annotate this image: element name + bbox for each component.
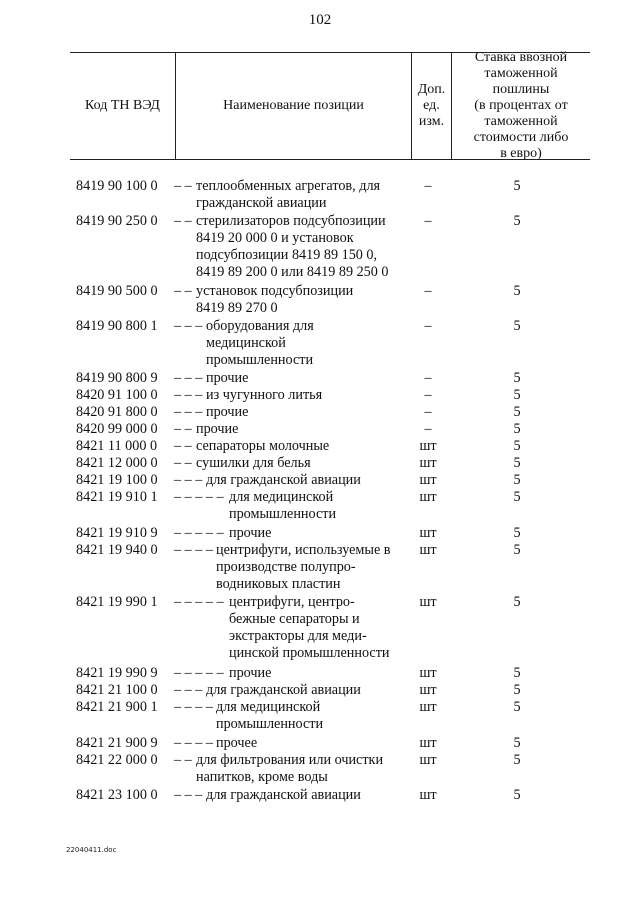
row-dash-prefix: – – (174, 421, 192, 437)
row-name: теплообменных агрегатов, для гражданской авиации (196, 178, 381, 211)
row-name: центрифуги, центро- бежные сепараторы и экстракторы для меди- цинской промышленности (229, 594, 390, 661)
row-name: центрифуги, используемые в производстве полупро- водниковых пластин (216, 542, 391, 592)
row-unit: шт (419, 489, 437, 505)
row-unit: – (424, 404, 432, 420)
row-code: 8421 21 900 9 (76, 735, 158, 751)
header-code: Код ТН ВЭД (85, 98, 160, 113)
row-name: прочие (229, 665, 272, 681)
row-name: для медицинской промышленности (229, 489, 337, 522)
row-name: прочее (216, 735, 258, 751)
row-dash-prefix: – – – – – (174, 594, 224, 610)
row-name: для медицинской промышленности (216, 699, 324, 732)
row-dash-prefix: – – (174, 752, 192, 768)
row-dash-prefix: – – – (174, 682, 203, 698)
row-rate: 5 (513, 213, 521, 229)
row-dash-prefix: – – – (174, 472, 203, 488)
row-rate: 5 (513, 594, 521, 610)
row-code: 8421 19 940 0 (76, 542, 158, 558)
row-unit: – (424, 370, 432, 386)
row-name: из чугунного литья (206, 387, 323, 403)
row-code: 8421 19 910 1 (76, 489, 158, 505)
row-dash-prefix: – – (174, 213, 192, 229)
row-dash-prefix: – – – (174, 404, 203, 420)
row-dash-prefix: – – – – (174, 735, 214, 751)
row-dash-prefix: – – (174, 438, 192, 454)
row-dash-prefix: – – – – (174, 699, 214, 715)
row-code: 8421 11 000 0 (76, 438, 158, 454)
row-code: 8421 19 990 9 (76, 665, 158, 681)
row-rate: 5 (513, 283, 521, 299)
row-name: стерилизаторов подсубпозиции 8419 20 000 0 и установок подсубпозиции 8419 89 150 0, 8419 89 200 0 или 8419 89 250 0 (196, 213, 389, 280)
row-name: для фильтрования или очистки напитков, кроме воды (196, 752, 384, 785)
row-code: 8421 19 990 1 (76, 594, 158, 610)
row-unit: – (424, 421, 432, 437)
row-dash-prefix: – – – (174, 370, 203, 386)
row-code: 8419 90 250 0 (76, 213, 158, 229)
row-unit: – (424, 387, 432, 403)
row-unit: – (424, 213, 432, 229)
row-rate: 5 (513, 438, 521, 454)
header-rate: Ставка ввозной таможенной пошлины (в процентах от таможенной стоимости либо в евро) (451, 53, 590, 159)
row-name: для гражданской авиации (206, 787, 361, 803)
row-unit: – (424, 283, 432, 299)
row-rate: 5 (513, 421, 521, 437)
row-code: 8421 23 100 0 (76, 787, 158, 803)
row-rate: 5 (513, 665, 521, 681)
row-unit: шт (419, 542, 437, 558)
row-rate: 5 (513, 370, 521, 386)
row-rate: 5 (513, 178, 521, 194)
row-code: 8421 12 000 0 (76, 455, 158, 471)
row-rate: 5 (513, 404, 521, 420)
row-unit: шт (419, 682, 437, 698)
row-dash-prefix: – – (174, 178, 192, 194)
row-dash-prefix: – – – (174, 318, 203, 334)
row-code: 8421 19 100 0 (76, 472, 158, 488)
row-code: 8420 99 000 0 (76, 421, 158, 437)
row-rate: 5 (513, 735, 521, 751)
row-dash-prefix: – – – – (174, 542, 214, 558)
row-name: прочие (206, 370, 249, 386)
row-code: 8421 21 100 0 (76, 682, 158, 698)
row-unit: шт (419, 735, 437, 751)
header-name: Наименование позиции (175, 53, 411, 159)
row-rate: 5 (513, 752, 521, 768)
row-code: 8421 19 910 9 (76, 525, 158, 541)
row-name: прочие (206, 404, 249, 420)
row-code: 8419 90 800 9 (76, 370, 158, 386)
row-rate: 5 (513, 682, 521, 698)
row-unit: шт (419, 438, 437, 454)
row-rate: 5 (513, 699, 521, 715)
row-name: для гражданской авиации (206, 472, 361, 488)
row-unit: – (424, 178, 432, 194)
page-number: 102 (308, 12, 332, 28)
row-name: сепараторы молочные (196, 438, 330, 454)
row-unit: шт (419, 752, 437, 768)
row-code: 8421 21 900 1 (76, 699, 158, 715)
row-unit: шт (419, 665, 437, 681)
row-rate: 5 (513, 455, 521, 471)
row-rate: 5 (513, 525, 521, 541)
row-code: 8419 90 100 0 (76, 178, 158, 194)
footer-filename: 22040411.doc (66, 846, 117, 854)
row-dash-prefix: – – – – – (174, 665, 224, 681)
row-dash-prefix: – – (174, 283, 192, 299)
row-unit: шт (419, 525, 437, 541)
row-rate: 5 (513, 787, 521, 803)
row-dash-prefix: – – – (174, 387, 203, 403)
row-rate: 5 (513, 318, 521, 334)
row-rate: 5 (513, 472, 521, 488)
row-code: 8420 91 800 0 (76, 404, 158, 420)
row-dash-prefix: – – (174, 455, 192, 471)
row-unit: шт (419, 699, 437, 715)
row-unit: шт (419, 455, 437, 471)
row-rate: 5 (513, 387, 521, 403)
row-unit: – (424, 318, 432, 334)
row-name: оборудования для медицинской промышленности (206, 318, 314, 368)
row-code: 8419 90 800 1 (76, 318, 158, 334)
row-name: для гражданской авиации (206, 682, 361, 698)
row-name: прочие (229, 525, 272, 541)
row-code: 8420 91 100 0 (76, 387, 158, 403)
header-unit: Доп. ед. изм. (411, 53, 451, 159)
row-name: установок подсубпозиции 8419 89 270 0 (196, 283, 354, 316)
row-rate: 5 (513, 489, 521, 505)
row-name: сушилки для белья (196, 455, 311, 471)
row-dash-prefix: – – – – – (174, 525, 224, 541)
row-unit: шт (419, 787, 437, 803)
row-dash-prefix: – – – – – (174, 489, 224, 505)
row-rate: 5 (513, 542, 521, 558)
row-code: 8421 22 000 0 (76, 752, 158, 768)
row-dash-prefix: – – – (174, 787, 203, 803)
row-name: прочие (196, 421, 239, 437)
row-unit: шт (419, 594, 437, 610)
row-code: 8419 90 500 0 (76, 283, 158, 299)
row-unit: шт (419, 472, 437, 488)
